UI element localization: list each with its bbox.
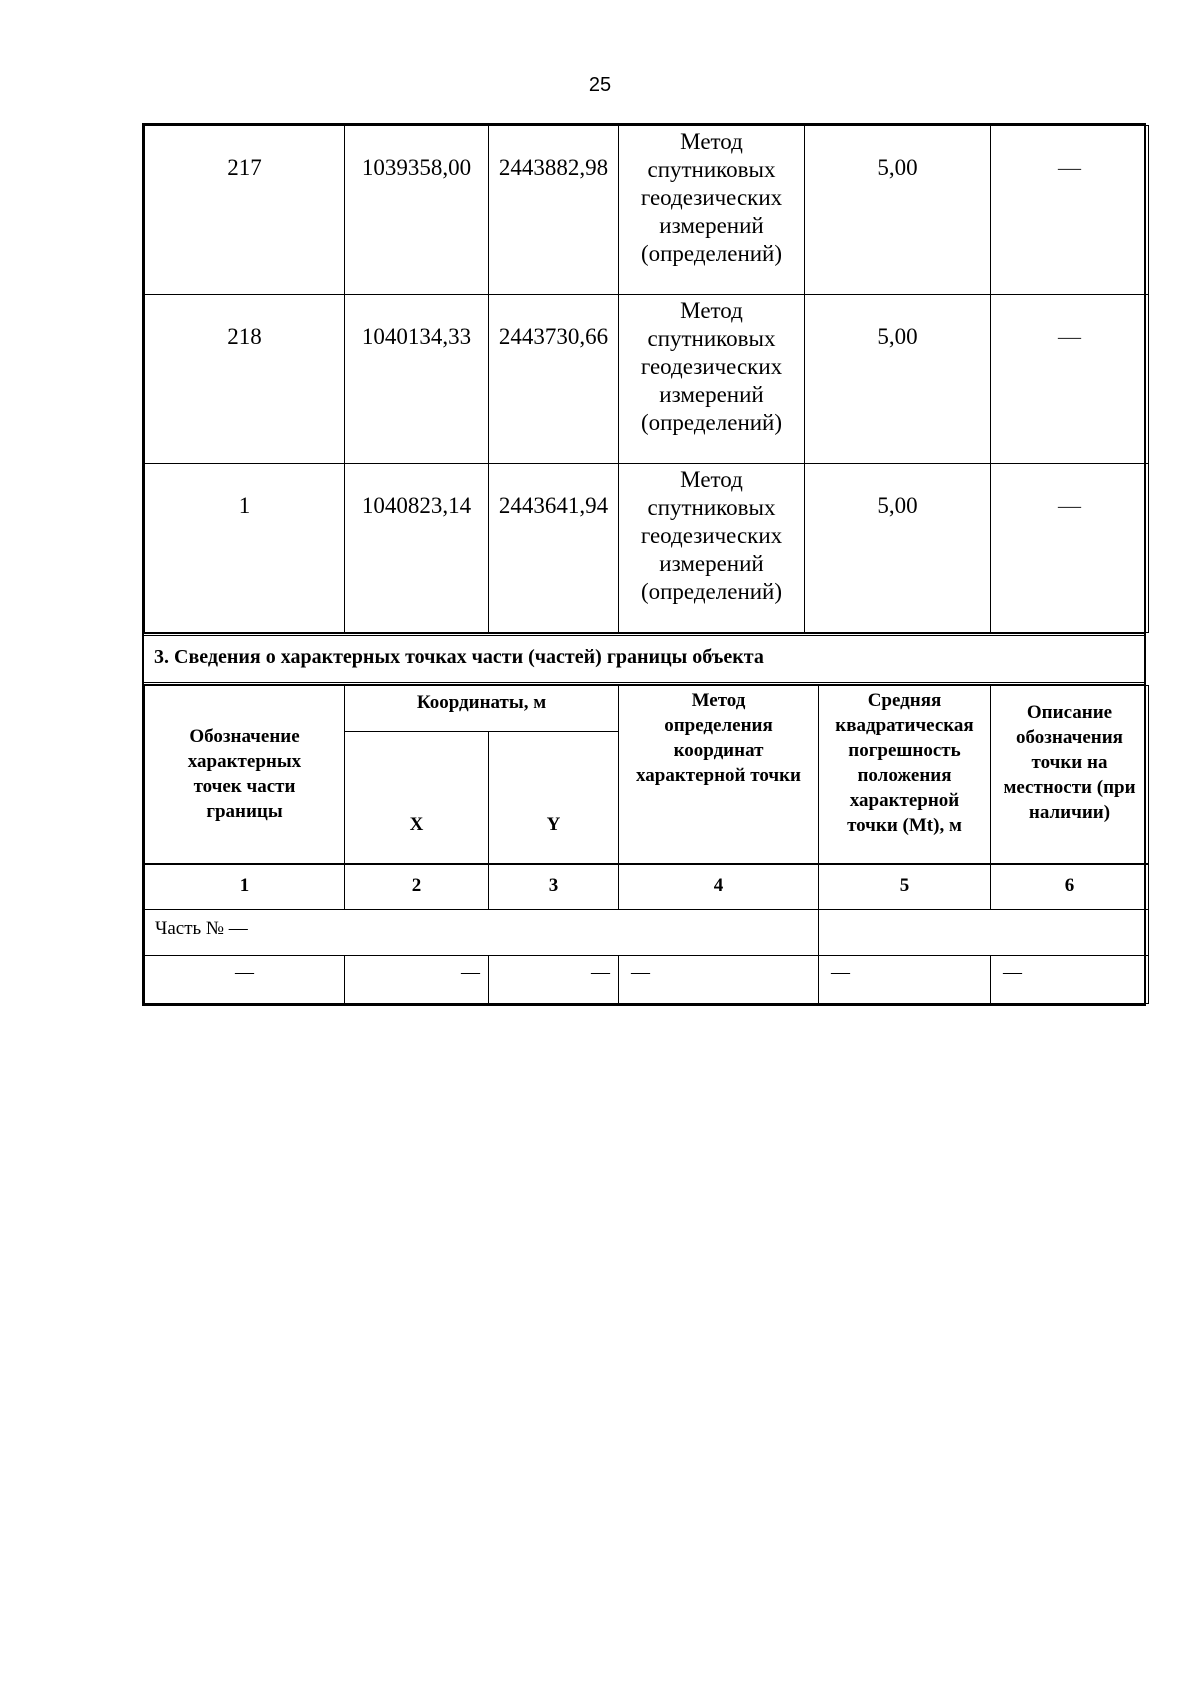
coordinate-y-cell: 2443882,98 [489,126,619,295]
header-x: X [345,732,489,864]
boundary-point-row [145,126,1149,295]
part-row [145,910,1149,956]
header-designation: Обозначение характерных точек части границы [145,686,345,864]
column-number: 1 [145,864,345,910]
boundary-point-row [145,464,1149,633]
column-number: 3 [489,864,619,910]
description-cell: — [991,126,1149,295]
empty-cell: — [619,956,819,1004]
method-cell: Метод спутниковых геодезических измерений (определений) [619,295,805,464]
description-cell: — [991,464,1149,633]
header-error: Средняя квадратическая погрешность положения характерной точки (Мt), м [819,686,991,864]
boundary-point-row [145,295,1149,464]
empty-cell: — [991,956,1149,1004]
description-cell: — [991,295,1149,464]
point-number-cell: 1 [145,464,345,633]
section-3-title: 3. Сведения о характерных точках части (частей) границы объекта [144,633,1144,685]
column-number: 2 [345,864,489,910]
empty-point-row [145,956,1149,1004]
boundary-points-table [144,125,1149,633]
coordinate-y-cell: 2443641,94 [489,464,619,633]
header-method: Метод определения координат характерной точки [619,686,819,864]
part-label: Часть № — [145,910,819,956]
coordinate-x-cell: 1039358,00 [345,126,489,295]
empty-cell: — [819,956,991,1004]
error-cell: 5,00 [805,126,991,295]
boundary-points-sheet [142,123,1146,1006]
point-number-cell: 218 [145,295,345,464]
column-number: 4 [619,864,819,910]
empty-cell: — [489,956,619,1004]
coordinate-x-cell: 1040134,33 [345,295,489,464]
empty-cell: — [345,956,489,1004]
column-numbers-row [145,864,1149,910]
header-description: Описание обозначения точки на местности (при наличии) [991,686,1149,864]
column-number: 5 [819,864,991,910]
coordinate-x-cell: 1040823,14 [345,464,489,633]
part-points-table [144,685,1149,1004]
error-cell: 5,00 [805,464,991,633]
header-coordinates: Координаты, м [345,686,619,732]
column-number: 6 [991,864,1149,910]
page-number: 25 [588,74,612,96]
part-empty-cell [819,910,1149,956]
method-cell: Метод спутниковых геодезических измерений (определений) [619,126,805,295]
header-y: Y [489,732,619,864]
method-cell: Метод спутниковых геодезических измерений (определений) [619,464,805,633]
point-number-cell: 217 [145,126,345,295]
coordinate-y-cell: 2443730,66 [489,295,619,464]
error-cell: 5,00 [805,295,991,464]
empty-cell: — [145,956,345,1004]
